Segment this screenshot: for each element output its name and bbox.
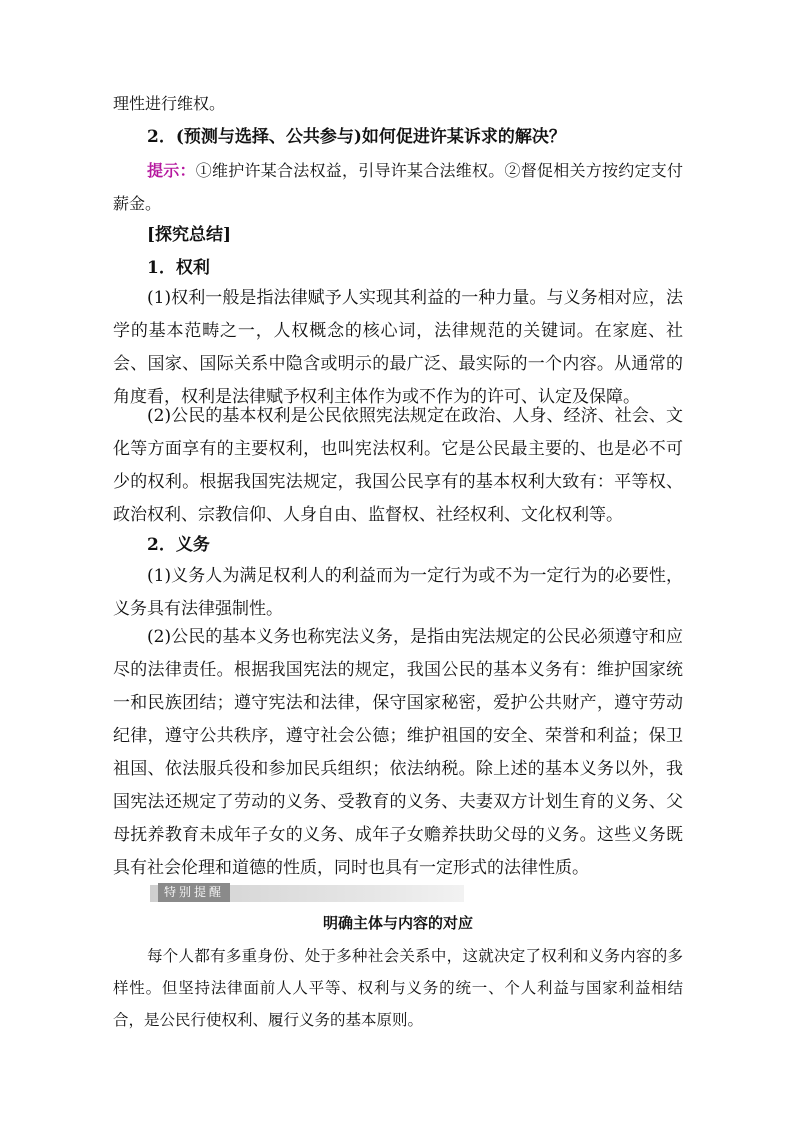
hint-paragraph xyxy=(113,154,683,220)
section-2-paragraph-2: (2)公民的基本义务也称宪法义务，是指由宪法规定的公民必须遵守和应尽的法律责任。根据我国宪法的规定，我国公民的基本义务有：维护国家统一和民族团结；遵守宪法和法律，保守国家秘密，爱护公共财产，遵守劳动纪律，遵守公共秩序，遵守社会公德；维护祖国的安全、荣誉和利益；保卫祖国、依法服兵役和参加民兵组织；依法纳税。除上述的基本义务以外，我国宪法还规定了劳动的义务、受教育的义务、夫妻双方计划生育的义务、父母抚养教育未成年子女的义务、成年子女赡养扶助父母的义务。这些义务既具有社会伦理和道德的性质，同时也具有一定形式的法律性质。 xyxy=(113,627,683,878)
section-2-title: 2．义务 xyxy=(147,535,210,555)
summary-heading: [探究总结] xyxy=(147,225,232,245)
hint-text: ①维护许某合法权益，引导许某合法维权。②督促相关方按约定支付薪金。 xyxy=(113,161,683,213)
section-1-title: 1．权利 xyxy=(147,258,210,278)
continued-text: 理性进行维权。 xyxy=(113,94,226,113)
reminder-body: 每个人都有多重身份、处于多种社会关系中，这就决定了权利和义务内容的多样性。但坚持法律面前人人平等、权利与义务的统一、个人利益与国家利益相结合，是公民行使权利、履行义务的基本原则。 xyxy=(113,947,683,1029)
section-1-paragraph-2: (2)公民的基本权利是公民依照宪法规定在政治、人身、经济、社会、文化等方面享有的主要权利，也叫宪法权利。它是公民最主要的、也是必不可少的权利。根据我国宪法规定，我国公民享有的基本权利大致有：平等权、政治权利、宗教信仰、人身自由、监督权、社经权利、文化权利等。 xyxy=(113,406,683,525)
section-1-paragraph-1: (1)权利一般是指法律赋予人实现其利益的一种力量。与义务相对应，法学的基本范畴之一，人权概念的核心词，法律规范的关键词。在家庭、社会、国家、国际关系中隐含或明示的最广泛、最实际的一个内容。从通常的角度看，权利是法律赋予权利主体作为或不作为的许可、认定及保障。 xyxy=(113,288,683,407)
reminder-tag: 特别提醒 xyxy=(158,883,230,902)
section-2-paragraph-1: (1)义务人为满足权利人的利益而为一定行为或不为一定行为的必要性，义务具有法律强制性。 xyxy=(113,566,683,619)
hint-label: 提示： xyxy=(147,161,196,180)
question-2: 2．(预测与选择、公共参与)如何促进许某诉求的解决？ xyxy=(147,127,566,147)
reminder-title: 明确主体与内容的对应 xyxy=(322,914,473,932)
